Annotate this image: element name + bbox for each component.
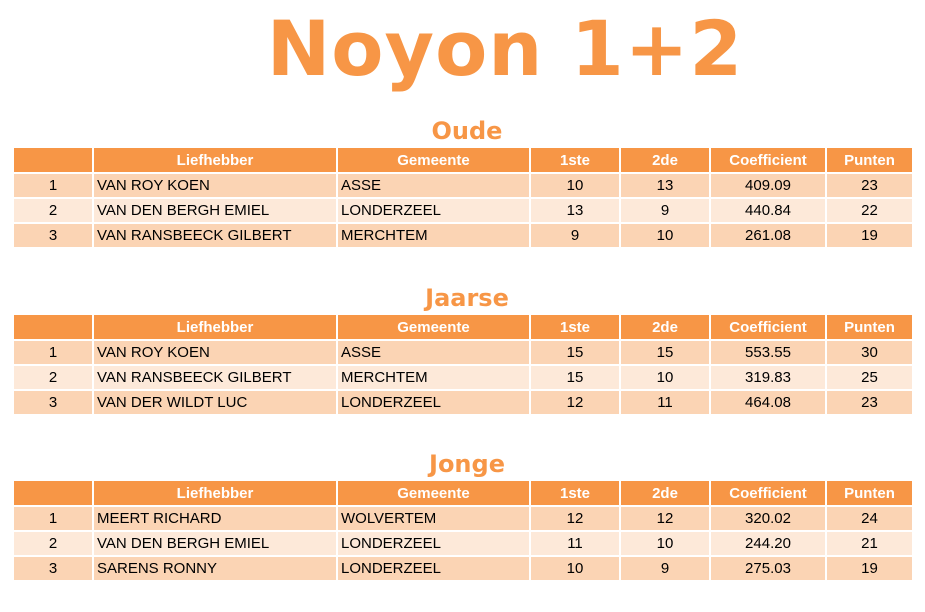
cell-coefficient: 464.08: [711, 389, 827, 414]
header-2de: 2de: [621, 481, 711, 505]
table-row: [14, 389, 912, 414]
cell-liefhebber: VAN DEN BERGH EMIEL: [94, 197, 338, 222]
cell-1ste: 11: [531, 530, 621, 555]
cell-rank: 3: [14, 555, 94, 580]
cell-punten: 19: [827, 222, 912, 247]
cell-1ste: 15: [531, 364, 621, 389]
cell-2de: 10: [621, 364, 711, 389]
header-2de: 2de: [621, 148, 711, 172]
results-table: [14, 315, 912, 414]
header-punten: Punten: [827, 148, 912, 172]
section-jonge: [14, 447, 912, 580]
cell-rank: 2: [14, 530, 94, 555]
header-liefhebber: Liefhebber: [94, 148, 338, 172]
section-title: Oude: [431, 117, 503, 145]
cell-1ste: 9: [531, 222, 621, 247]
cell-gemeente: LONDERZEEL: [338, 389, 531, 414]
cell-1ste: 15: [531, 339, 621, 364]
cell-2de: 15: [621, 339, 711, 364]
cell-2de: 11: [621, 389, 711, 414]
header-rank: [14, 315, 94, 339]
cell-rank: 2: [14, 197, 94, 222]
section-jaarse: [14, 281, 912, 414]
cell-coefficient: 409.09: [711, 172, 827, 197]
cell-punten: 23: [827, 389, 912, 414]
cell-punten: 19: [827, 555, 912, 580]
cell-punten: 23: [827, 172, 912, 197]
table-row: [14, 364, 912, 389]
cell-coefficient: 261.08: [711, 222, 827, 247]
header-1ste: 1ste: [531, 315, 621, 339]
cell-gemeente: LONDERZEEL: [338, 197, 531, 222]
cell-liefhebber: MEERT RICHARD: [94, 505, 338, 530]
table-row: [14, 505, 912, 530]
cell-2de: 10: [621, 222, 711, 247]
table-row: [14, 222, 912, 247]
cell-rank: 1: [14, 172, 94, 197]
cell-1ste: 10: [531, 172, 621, 197]
cell-punten: 21: [827, 530, 912, 555]
section-title: Jonge: [429, 450, 505, 478]
cell-1ste: 13: [531, 197, 621, 222]
header-rank: [14, 481, 94, 505]
results-table: [14, 481, 912, 580]
cell-2de: 9: [621, 197, 711, 222]
section-title: Jaarse: [425, 284, 509, 312]
header-punten: Punten: [827, 315, 912, 339]
cell-1ste: 12: [531, 505, 621, 530]
cell-2de: 13: [621, 172, 711, 197]
cell-coefficient: 440.84: [711, 197, 827, 222]
cell-gemeente: MERCHTEM: [338, 364, 531, 389]
cell-rank: 3: [14, 222, 94, 247]
header-gemeente: Gemeente: [338, 148, 531, 172]
cell-coefficient: 319.83: [711, 364, 827, 389]
cell-liefhebber: VAN ROY KOEN: [94, 339, 338, 364]
section-oude: [14, 114, 912, 247]
cell-2de: 9: [621, 555, 711, 580]
header-punten: Punten: [827, 481, 912, 505]
header-liefhebber: Liefhebber: [94, 315, 338, 339]
cell-rank: 2: [14, 364, 94, 389]
cell-liefhebber: VAN ROY KOEN: [94, 172, 338, 197]
cell-coefficient: 275.03: [711, 555, 827, 580]
cell-coefficient: 553.55: [711, 339, 827, 364]
header-coefficient: Coefficient: [711, 315, 827, 339]
cell-punten: 24: [827, 505, 912, 530]
cell-coefficient: 320.02: [711, 505, 827, 530]
header-row: [14, 315, 912, 339]
header-2de: 2de: [621, 315, 711, 339]
cell-1ste: 10: [531, 555, 621, 580]
cell-gemeente: ASSE: [338, 172, 531, 197]
cell-liefhebber: VAN DER WILDT LUC: [94, 389, 338, 414]
cell-punten: 22: [827, 197, 912, 222]
cell-rank: 3: [14, 389, 94, 414]
header-1ste: 1ste: [531, 481, 621, 505]
cell-2de: 10: [621, 530, 711, 555]
cell-gemeente: LONDERZEEL: [338, 555, 531, 580]
cell-coefficient: 244.20: [711, 530, 827, 555]
header-gemeente: Gemeente: [338, 481, 531, 505]
cell-gemeente: MERCHTEM: [338, 222, 531, 247]
page-title: Noyon 1+2: [266, 4, 744, 93]
table-row: [14, 197, 912, 222]
table-row: [14, 172, 912, 197]
cell-liefhebber: SARENS RONNY: [94, 555, 338, 580]
header-1ste: 1ste: [531, 148, 621, 172]
cell-liefhebber: VAN RANSBEECK GILBERT: [94, 364, 338, 389]
cell-2de: 12: [621, 505, 711, 530]
cell-gemeente: WOLVERTEM: [338, 505, 531, 530]
table-row: [14, 530, 912, 555]
cell-liefhebber: VAN DEN BERGH EMIEL: [94, 530, 338, 555]
header-row: [14, 148, 912, 172]
cell-punten: 25: [827, 364, 912, 389]
header-row: [14, 481, 912, 505]
cell-1ste: 12: [531, 389, 621, 414]
header-coefficient: Coefficient: [711, 148, 827, 172]
cell-punten: 30: [827, 339, 912, 364]
cell-rank: 1: [14, 339, 94, 364]
header-rank: [14, 148, 94, 172]
table-row: [14, 555, 912, 580]
cell-liefhebber: VAN RANSBEECK GILBERT: [94, 222, 338, 247]
cell-gemeente: LONDERZEEL: [338, 530, 531, 555]
cell-rank: 1: [14, 505, 94, 530]
cell-gemeente: ASSE: [338, 339, 531, 364]
results-table: [14, 148, 912, 247]
header-coefficient: Coefficient: [711, 481, 827, 505]
header-liefhebber: Liefhebber: [94, 481, 338, 505]
table-row: [14, 339, 912, 364]
header-gemeente: Gemeente: [338, 315, 531, 339]
